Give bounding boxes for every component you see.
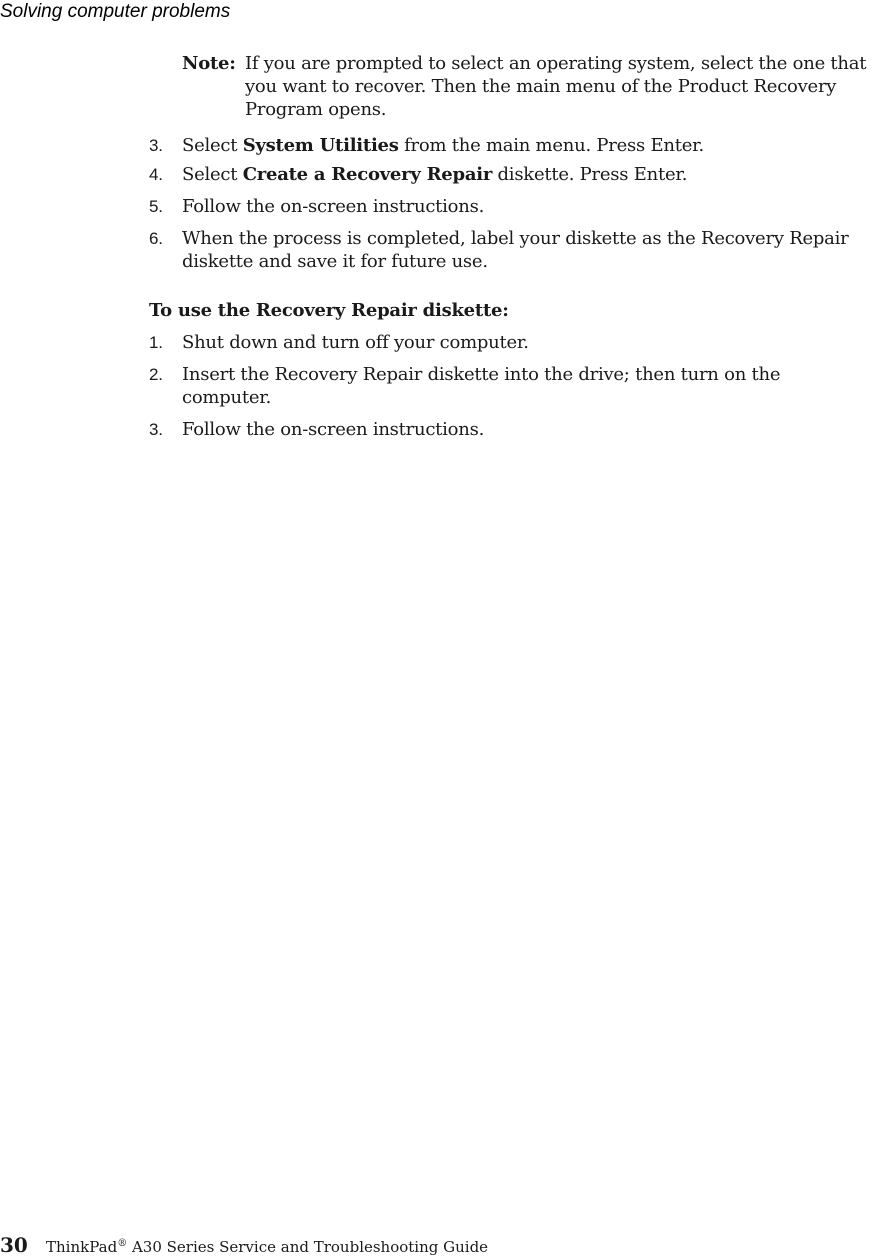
step-text-post: from the main menu. Press Enter.: [398, 135, 704, 156]
running-head: Solving computer problems: [0, 1, 231, 22]
note: [182, 52, 872, 121]
step-text-pre: Select: [182, 164, 243, 185]
page-footer: [0, 1233, 488, 1258]
footer-title-rest: A30 Series Service and Troubleshooting Guide: [127, 1238, 489, 1256]
step-text-bold: Create a Recovery Repair: [242, 164, 493, 185]
step-text: When the process is completed, label your diskette as the Recovery Repair diskette and save it for future use.: [182, 228, 849, 272]
step-text: Insert the Recovery Repair diskette into the drive; then turn on the computer.: [182, 364, 781, 408]
step-1-shut-down: [149, 331, 882, 354]
section-heading: To use the Recovery Repair diskette:: [149, 300, 509, 321]
step-3-follow-instructions: [149, 418, 882, 441]
step-number: 3.: [149, 420, 163, 439]
footer-title-brand: ThinkPad: [46, 1238, 118, 1256]
step-3-select-system-utilities: [149, 134, 882, 157]
step-text-bold: System Utilities: [242, 135, 399, 156]
note-label: Note:: [182, 53, 236, 74]
step-text: Shut down and turn off your computer.: [182, 332, 529, 353]
step-number: 6.: [149, 229, 163, 248]
step-number: 2.: [149, 365, 163, 384]
registered-mark: ®: [117, 1238, 128, 1249]
note-text: If you are prompted to select an operating system, select the one that you want to recover. Then the main menu of the Product Recovery Program opens.: [245, 53, 867, 120]
step-text-post: diskette. Press Enter.: [492, 164, 688, 185]
step-5-follow-instructions: [149, 195, 882, 218]
step-number: 1.: [149, 333, 163, 352]
step-2-insert-diskette: [149, 363, 882, 409]
step-text: Follow the on-screen instructions.: [182, 196, 485, 217]
step-4-select-create-recovery-repair: [149, 163, 882, 186]
step-text: [182, 134, 882, 157]
step-6-label-diskette: [149, 227, 882, 273]
step-text: [182, 163, 882, 186]
step-number: 4.: [149, 165, 163, 184]
page-number: 30: [0, 1233, 28, 1257]
step-text: Follow the on-screen instructions.: [182, 419, 485, 440]
step-number: 5.: [149, 197, 163, 216]
step-text-pre: Select: [182, 135, 243, 156]
step-number: 3.: [149, 136, 163, 155]
